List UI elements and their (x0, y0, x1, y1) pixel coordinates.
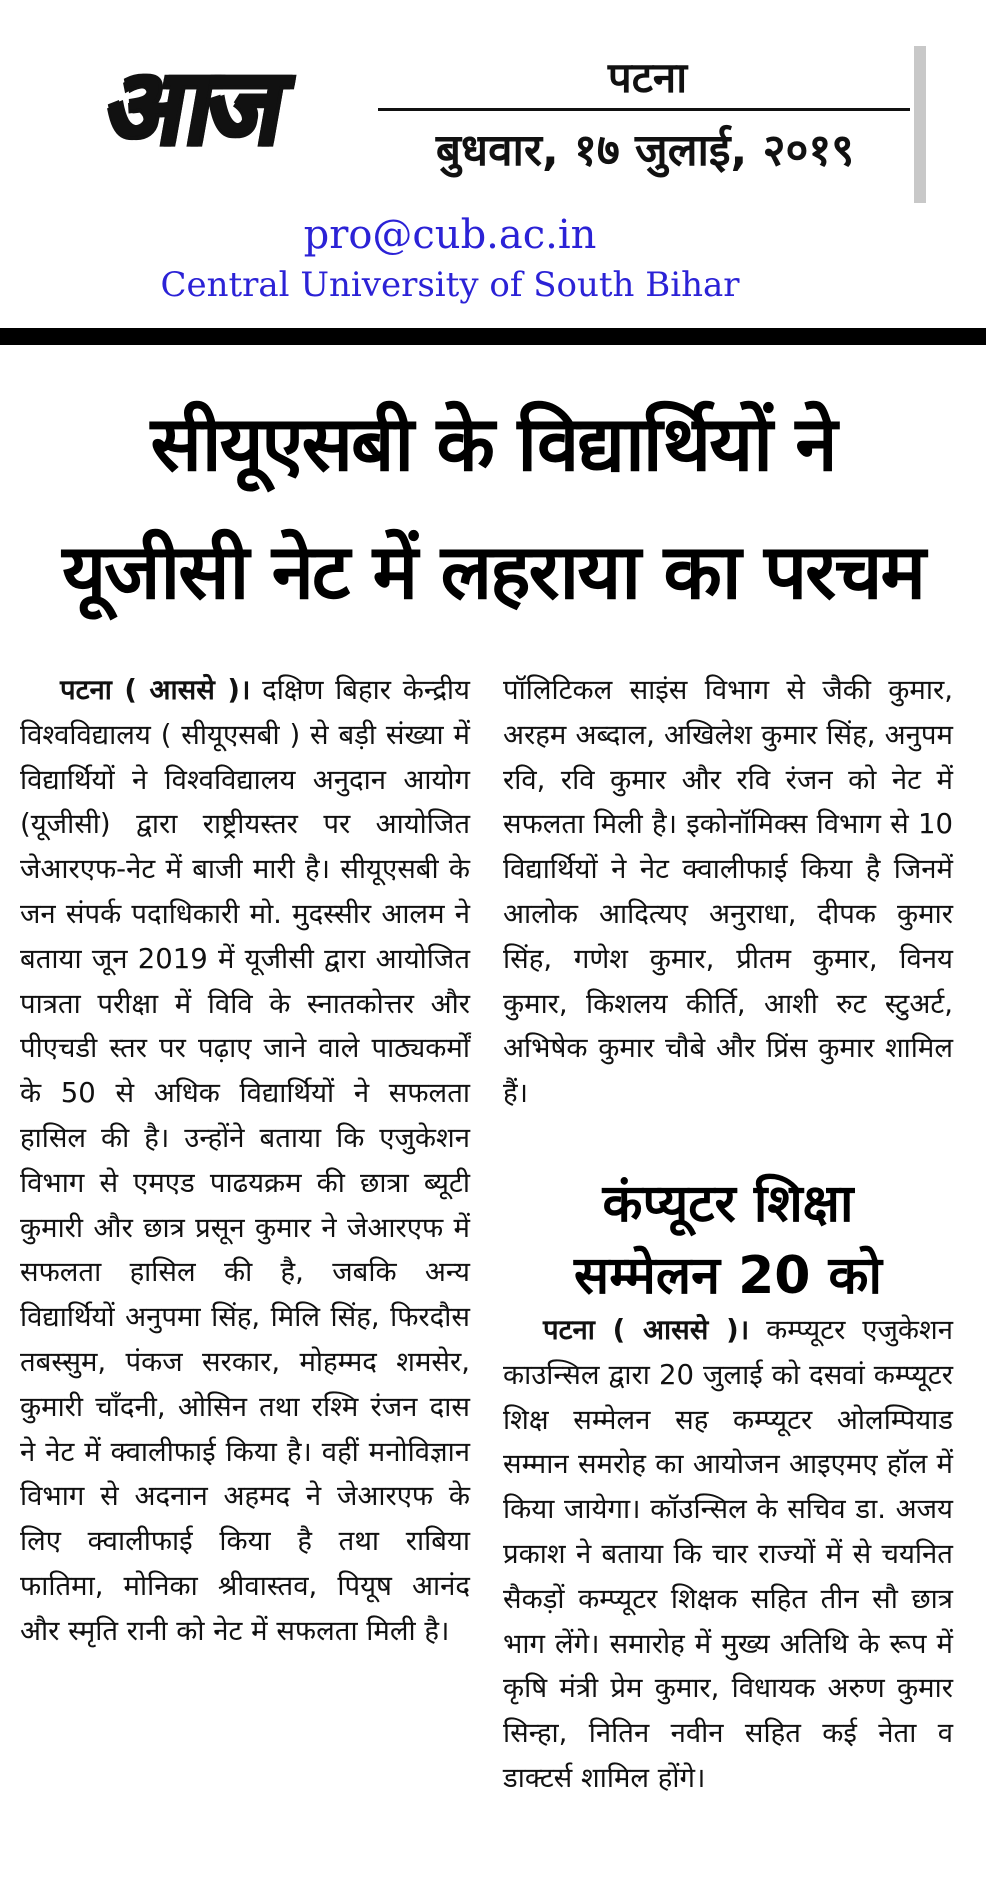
secondary-article-body (503, 1308, 953, 1801)
article-body-right: पॉलिटिकल साइंस विभाग से जैकी कुमार, अरहम अब्दाल, अखिलेश कुमार सिंह, अनुपम रवि, रवि कुमार और रवि रंजन को नेट में सफलता मिली है। इकोनॉमिक्स विभाग से 10 विद्यार्थियों ने नेट क्वालीफाई किया है जिनमें आलोक आदित्यए अनुराधा, दीपक कुमार सिंह, गणेश कुमार, प्रीतम कुमार, विनय कुमार, किशलय कीर्ति, आशी रुट स्टुअर्ट, अभिषेक कुमार चौबे और प्रिंस कुमार शामिल हैं। (503, 674, 953, 1110)
edition-city: पटना (607, 53, 688, 102)
main-headline-line-2: यूजीसी नेट में लहराया का परचम (62, 527, 924, 616)
contact-email: pro@cub.ac.in (303, 212, 597, 258)
university-name: Central University of South Bihar (160, 265, 740, 305)
edition-date: बुधवार, १७ जुलाई, २०१९ (435, 125, 855, 176)
main-headline (0, 380, 986, 636)
masthead-side-bar (914, 46, 926, 203)
article-column-left (20, 668, 470, 1654)
secondary-article-text: कम्प्यूटर एजुकेशन काउन्सिल द्वारा 20 जुलाई को दसवां कम्प्यूटर शिक्ष सम्मेलन सह कम्प्यूटर ओलम्पियाड सम्मान समरोह का आयोजन आइएमए हॉल में किया जायेगा। कॉउन्सिल के सचिव डा. अजय प्रकाश ने बताया कि चार राज्यों में से चयनित सैकड़ों कम्प्यूटर शिक्षक सहित तीन सौ छात्र भाग लेंगे। समारोह में मुख्य अतिथि के रूप में कृषि मंत्री प्रेम कुमार, विधायक अरुण कुमार सिन्हा, नितिन नवीन सहित कई नेता व डाक्टर्स शामिल होंगे। (503, 1314, 954, 1794)
section-rule (0, 328, 986, 345)
article-body-left: दक्षिण बिहार केन्द्रीय विश्वविद्यालय ( सीयूएसबी ) से बड़ी संख्या में विद्यार्थियों ने विश्वविद्यालय अनुदान आयोग (यूजीसी) द्वारा राष्ट्रीयस्तर पर आयोजित जेआरएफ-नेट में बाजी मारी है। सीयूएसबी के जन संपर्क पदाधिकारी मो. मुदस्सीर आलम ने बताया जून 2019 में यूजीसी द्वारा आयोजित पात्रता परीक्षा में विवि के स्नातकोत्तर और पीएचडी स्तर पर पढ़ाए जाने वाले पाठ्यकर्मों के 50 से अधिक विद्यार्थियों ने सफलता हासिल की है। उन्होंने बताया कि एजुकेशन विभाग से एमएड पाढयक्रम की छात्रा ब्यूटी कुमारी और छात्र प्रसून कुमार ने जेआरएफ में सफलता हासिल की है, जबकि अन्य विद्यार्थियों अनुपमा सिंह, मिलि सिंह, फिरदौस तबस्सुम, पंकज सरकार, मोहम्मद शमसेर, कुमारी चाँदनी, ओसिन तथा रश्मि रंजन दास ने नेट में क्वालीफाई किया है। वहीं मनोविज्ञान विभाग से अदनान अहमद ने जेआरएफ के लिए क्वालीफाई किया है तथा राबिया फातिमा, मोनिका श्रीवास्तव, पियूष आनंद और स्मृति रानी को नेट में सफलता मिली है। (20, 674, 470, 1647)
secondary-article-dateline: पटना ( आससे )। (543, 1314, 750, 1346)
article-column-right (503, 668, 953, 1116)
logo-text: आज (96, 43, 289, 166)
newspaper-logo (51, 43, 335, 166)
secondary-headline-line-2: सम्मेलन 20 को (574, 1246, 882, 1306)
header-divider (378, 108, 910, 111)
secondary-headline-line-1: कंप्यूटर शिक्षा (602, 1174, 854, 1234)
secondary-headline (503, 1168, 953, 1312)
main-headline-line-1: सीयूएसबी के विद्यार्थियों ने (150, 399, 836, 488)
article-dateline: पटना ( आससे )। (60, 674, 251, 706)
